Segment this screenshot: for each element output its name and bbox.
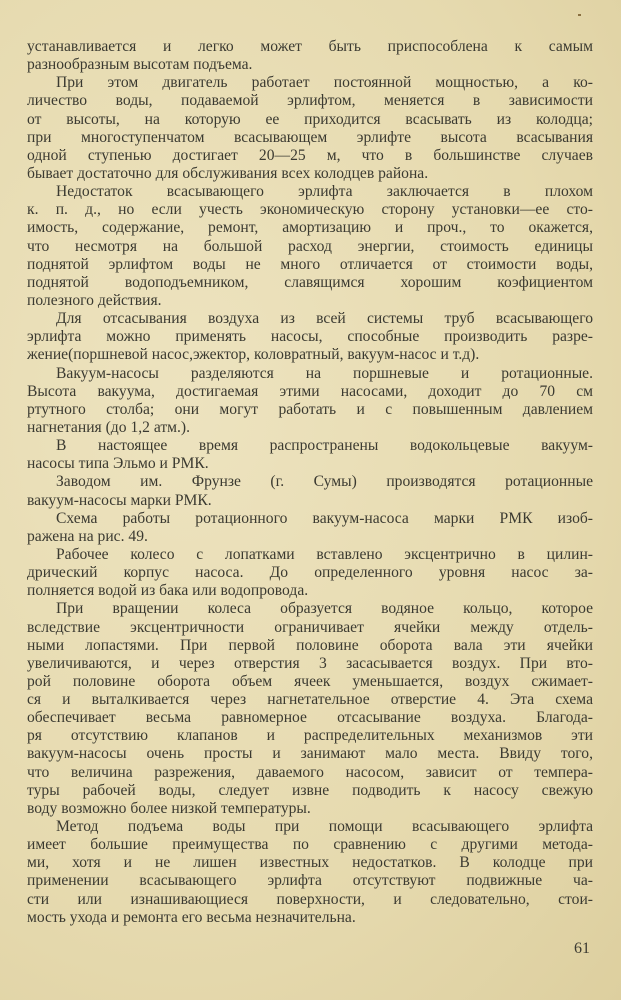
- paragraph: [27, 818, 593, 927]
- text-line: устанавливается и легко может быть приспособлена к самым: [27, 38, 593, 55]
- text-line: эрлифта можно применять насосы, способные производить разре-: [27, 328, 593, 346]
- text-line: применении всасывающего эрлифта отсутствуют подвижные ча-: [27, 872, 593, 890]
- text-line: При вращении колеса образуется водяное кольцо, которое: [56, 600, 593, 618]
- text-line: ртутного столба; они могут работать и с повышенным давлением: [27, 400, 593, 418]
- text-line: к. п. д., но если учесть экономическую сторону установки—ее сто-: [27, 201, 593, 219]
- text-line: жение(поршневой насос,эжектор, коловратный, вакуум-насос и т.д).: [27, 346, 480, 364]
- text-line: нагнетания (до 1,2 атм.).: [27, 418, 191, 436]
- text-line: вакуум-насосы очень просты и занимают мало места. Ввиду того,: [27, 745, 593, 763]
- text-line: ражена на рис. 49.: [27, 527, 148, 545]
- text-line: Недостаток всасывающего эрлифта заключается в плохом: [56, 183, 593, 201]
- text-line: разнообразным высотам подъема.: [27, 56, 253, 74]
- text-line: что несмотря на большой расход энергии, стоимость единицы: [27, 237, 593, 255]
- text-line: поднятой водоподъемником, славящимся хорошим коэфициентом: [27, 273, 593, 291]
- text-line: сти или изнашивающиеся поверхности, и следовательно, стои-: [27, 890, 593, 908]
- paragraph: [27, 38, 593, 74]
- text-line: имеет большие преимущества по сравнению с другими метода-: [27, 836, 593, 854]
- text-line: вакуум-насосы марки РМК.: [27, 491, 212, 509]
- paragraph: [27, 310, 593, 364]
- text-line: при многоступенчатом всасывающем эрлифте высота всасывания: [27, 128, 593, 146]
- paragraph: [27, 437, 593, 473]
- page-body-text: [27, 38, 593, 927]
- text-line: ря отсутствию клапанов и распределительных механизмов эти: [27, 727, 593, 745]
- text-line: Заводом им. Фрунзе (г. Сумы) производятся ротационные: [56, 473, 593, 491]
- text-line: дрический корпус насоса. До определенного уровня насос за-: [27, 564, 593, 582]
- text-line: воду возможно более низкой температуры.: [27, 799, 311, 817]
- paragraph: [27, 546, 593, 600]
- paragraph: [27, 473, 593, 509]
- text-line: Высота вакуума, достигаемая этими насосами, доходит до 70 см: [27, 382, 593, 400]
- text-line: Схема работы ротационного вакуум-насоса марки РМК изоб-: [56, 509, 593, 527]
- paragraph: [27, 183, 593, 310]
- text-line: имость, содержание, ремонт, амортизацию и проч., то окажется,: [27, 219, 593, 237]
- text-line: поднятой эрлифтом воды не много отличается от стоимости воды,: [27, 255, 593, 273]
- paragraph: [27, 600, 593, 818]
- text-line: что величина разрежения, даваемого насосом, зависит от темпера-: [27, 763, 593, 781]
- page-number: 61: [574, 940, 590, 957]
- paragraph: [27, 510, 593, 546]
- text-line: мость ухода и ремонта его весьма незначительна.: [27, 908, 356, 926]
- text-line: насосы типа Эльмо и РМК.: [27, 455, 209, 473]
- text-line: Вакуум-насосы разделяются на поршневые и ротационные.: [56, 364, 593, 382]
- text-line: рой половине оборота объем ячеек уменьшается, воздух сжимает-: [27, 672, 593, 690]
- paragraph: [27, 365, 593, 438]
- text-line: При этом двигатель работает постоянной мощностью, а ко-: [56, 74, 593, 92]
- text-line: бывает достаточно для обслуживания всех колодцев района.: [27, 164, 429, 182]
- text-line: одной ступенью достигает 20—25 м, что в большинстве случаев: [27, 146, 593, 164]
- text-line: Для отсасывания воздуха из всей системы труб всасывающего: [56, 310, 593, 328]
- text-line: увеличиваются, и через отверстия 3 засасывается воздух. При вто-: [27, 654, 593, 672]
- text-line: В настоящее время распространены водокольцевые вакуум-: [56, 437, 593, 455]
- paragraph: [27, 74, 593, 183]
- text-line: туры рабочей воды, следует извне подводить к насосу свежую: [27, 781, 593, 799]
- text-line: ными лопастями. При первой половине оборота вала эти ячейки: [27, 636, 593, 654]
- text-line: Рабочее колесо с лопатками вставлено эксцентрично в цилин-: [56, 545, 593, 563]
- text-line: от высоты, на которую ее приходится всасывать из колодца;: [27, 110, 593, 128]
- text-line: полезного действия.: [27, 291, 162, 309]
- text-line: личество воды, подаваемой эрлифтом, меняется в зависимости: [27, 92, 593, 110]
- text-line: вследствие эксцентричности ограничивает ячейки между отдель-: [27, 618, 593, 636]
- text-line: ми, хотя и не лишен известных недостатков. В колодце при: [27, 854, 593, 872]
- text-line: Метод подъема воды при помощи всасывающего эрлифта: [56, 818, 593, 836]
- text-line: обеспечивает весьма равномерное отсасывание воздуха. Благода-: [27, 709, 593, 727]
- text-line: полняется водой из бака или водопровода.: [27, 582, 309, 600]
- text-line: ся и выталкивается через нагнетательное отверстие 4. Эта схема: [27, 691, 593, 709]
- print-speck: [578, 14, 581, 16]
